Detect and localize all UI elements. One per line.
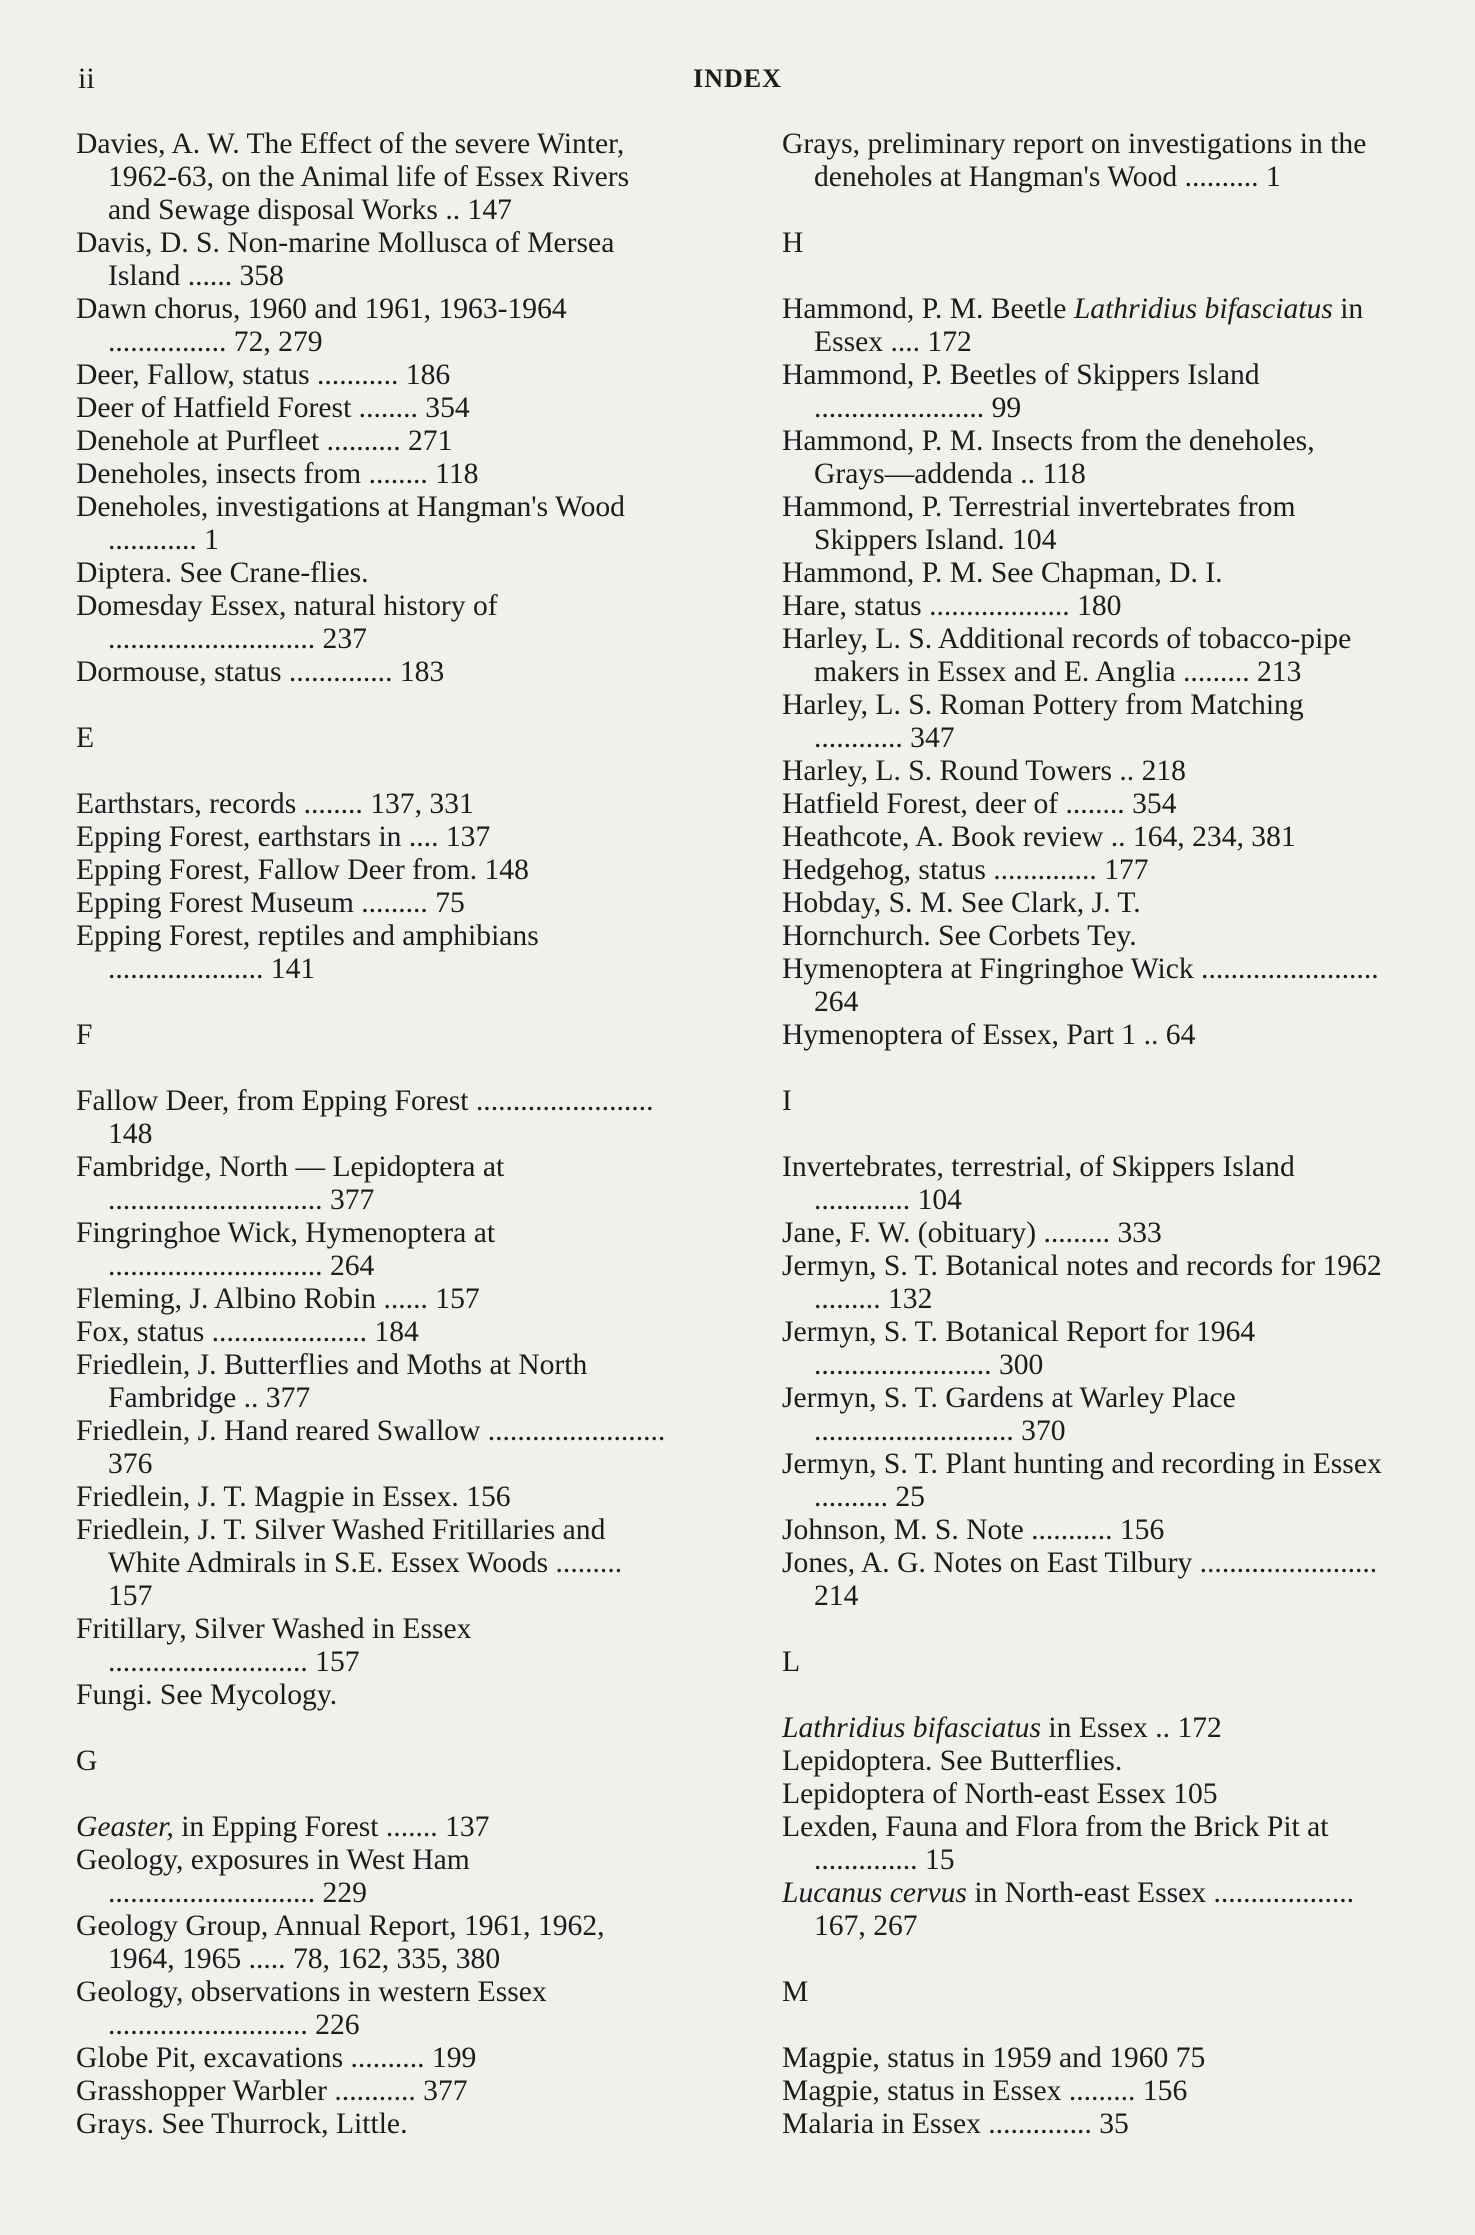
index-entry: Magpie, status in Essex ......... 156 xyxy=(782,2075,1188,2107)
index-entry: Lepidoptera. See Butterflies. xyxy=(782,1745,1123,1777)
index-entry: Epping Forest Museum ......... 75 xyxy=(76,887,465,919)
index-entry xyxy=(782,1712,1390,1745)
index-entry: Globe Pit, excavations .......... 199 xyxy=(76,2042,477,2074)
index-entry: Deer, Fallow, status ........... 186 xyxy=(76,359,451,391)
index-entry: Hammond, P. Terrestrial invertebrates from Skippers Island. 104 xyxy=(782,491,1296,556)
page-number: ii xyxy=(78,62,95,95)
index-entry: Grays, preliminary report on investigations in the deneholes at Hangman's Wood .......... 1 xyxy=(782,128,1367,193)
index-entry: Epping Forest, reptiles and amphibians ..................... 141 xyxy=(76,920,539,985)
index-entry: Hornchurch. See Corbets Tey. xyxy=(782,920,1137,952)
index-entry: Hammond, P. M. See Chapman, D. I. xyxy=(782,557,1223,589)
section-letter: L xyxy=(782,1646,801,1678)
index-column-right xyxy=(782,128,1390,2141)
index-entry: Denehole at Purfleet .......... 271 xyxy=(76,425,453,457)
entry-italic-term: Lathridius bifasciatus xyxy=(782,1712,1041,1744)
entry-text: in Epping Forest ....... 137 xyxy=(173,1811,490,1843)
index-entry: Hobday, S. M. See Clark, J. T. xyxy=(782,887,1141,919)
index-entry: Fleming, J. Albino Robin ...... 157 xyxy=(76,1283,480,1315)
index-entry: Jermyn, S. T. Gardens at Warley Place ........................... 370 xyxy=(782,1382,1236,1447)
index-entry: Epping Forest, Fallow Deer from. 148 xyxy=(76,854,529,886)
index-entry: Friedlein, J. Butterflies and Moths at North Fambridge .. 377 xyxy=(76,1349,588,1414)
index-entry: Earthstars, records ........ 137, 331 xyxy=(76,788,474,820)
section-letter: H xyxy=(782,227,804,259)
index-entry: Dormouse, status .............. 183 xyxy=(76,656,445,688)
entry-italic-term: Lathridius bifasciatus xyxy=(1073,293,1333,325)
section-letter: M xyxy=(782,1976,809,2008)
section-letter: G xyxy=(76,1745,98,1777)
index-entry: Harley, L. S. Additional records of tobacco-pipe makers in Essex and E. Anglia ......... 213 xyxy=(782,623,1352,688)
section-letter: E xyxy=(76,722,95,754)
index-entry: Dawn chorus, 1960 and 1961, 1963-1964 ................ 72, 279 xyxy=(76,293,567,358)
index-entry: Epping Forest, earthstars in .... 137 xyxy=(76,821,491,853)
index-entry: Fambridge, North — Lepidoptera at ............................. 377 xyxy=(76,1151,505,1216)
entry-text: in North-east Essex ................... 167, 267 xyxy=(814,1877,1355,1942)
index-entry: Jermyn, S. T. Plant hunting and recording in Essex .......... 25 xyxy=(782,1448,1382,1513)
index-entry: Invertebrates, terrestrial, of Skippers Island ............. 104 xyxy=(782,1151,1295,1216)
index-entry: Malaria in Essex .............. 35 xyxy=(782,2108,1129,2140)
index-entry: Harley, L. S. Round Towers .. 218 xyxy=(782,755,1186,787)
index-entry: Fungi. See Mycology. xyxy=(76,1679,338,1711)
index-entry: Hatfield Forest, deer of ........ 354 xyxy=(782,788,1177,820)
entry-italic-term: Lucanus cervus xyxy=(782,1877,967,1909)
index-entry: Jermyn, S. T. Botanical notes and records for 1962 ......... 132 xyxy=(782,1250,1382,1315)
entry-text: in Essex .. 172 xyxy=(1041,1712,1222,1744)
index-column-left xyxy=(76,128,672,2141)
index-entry xyxy=(782,293,1390,359)
entry-italic-term: Geaster, xyxy=(76,1811,174,1843)
index-entry: Diptera. See Crane-flies. xyxy=(76,557,369,589)
index-entry: Lepidoptera of North-east Essex 105 xyxy=(782,1778,1218,1810)
index-entry: Fallow Deer, from Epping Forest ........................ 148 xyxy=(76,1085,654,1150)
running-head: INDEX xyxy=(693,64,782,93)
index-entry: Hymenoptera of Essex, Part 1 .. 64 xyxy=(782,1019,1196,1051)
index-entry xyxy=(782,1877,1390,1943)
index-entry: Davies, A. W. The Effect of the severe Winter, 1962-63, on the Animal life of Essex Rivers and Sewage disposal Works .. 147 xyxy=(76,128,630,226)
index-entry: Friedlein, J. T. Magpie in Essex. 156 xyxy=(76,1481,511,1513)
index-entry: Heathcote, A. Book review .. 164, 234, 381 xyxy=(782,821,1296,853)
section-letter: F xyxy=(76,1019,93,1051)
index-entry: Grasshopper Warbler ........... 377 xyxy=(76,2075,468,2107)
index-entry: Davis, D. S. Non-marine Mollusca of Mersea Island ...... 358 xyxy=(76,227,615,292)
index-entry: Grays. See Thurrock, Little. xyxy=(76,2108,408,2140)
index-entry: Jermyn, S. T. Botanical Report for 1964 ........................ 300 xyxy=(782,1316,1256,1381)
entry-text: Hammond, P. M. Beetle xyxy=(782,293,1074,325)
index-entry: Deneholes, insects from ........ 118 xyxy=(76,458,479,490)
index-entry: Hare, status ................... 180 xyxy=(782,590,1122,622)
index-entry: Harley, L. S. Roman Pottery from Matching ............ 347 xyxy=(782,689,1304,754)
index-entry: Jones, A. G. Notes on East Tilbury ........................ 214 xyxy=(782,1547,1378,1612)
section-letter: I xyxy=(782,1085,792,1117)
index-entry: Hammond, P. Beetles of Skippers Island ....................... 99 xyxy=(782,359,1260,424)
index-entry: Hedgehog, status .............. 177 xyxy=(782,854,1149,886)
index-entry: Magpie, status in 1959 and 1960 75 xyxy=(782,2042,1206,2074)
entry-text: in Essex .... 172 xyxy=(814,293,1364,358)
index-entry xyxy=(76,1811,672,1844)
index-entry: Friedlein, J. T. Silver Washed Fritillaries and White Admirals in S.E. Essex Woods ......... 157 xyxy=(76,1514,623,1612)
index-entry: Hymenoptera at Fingringhoe Wick ........................ 264 xyxy=(782,953,1379,1018)
index-entry: Fingringhoe Wick, Hymenoptera at ............................. 264 xyxy=(76,1217,496,1282)
index-entry: Domesday Essex, natural history of ............................ 237 xyxy=(76,590,498,655)
index-entry: Geology, exposures in West Ham ............................ 229 xyxy=(76,1844,470,1909)
index-entry: Geology Group, Annual Report, 1961, 1962, 1964, 1965 ..... 78, 162, 335, 380 xyxy=(76,1910,605,1975)
index-entry: Deer of Hatfield Forest ........ 354 xyxy=(76,392,470,424)
index-entry: Jane, F. W. (obituary) ......... 333 xyxy=(782,1217,1162,1249)
index-entry: Geology, observations in western Essex ........................... 226 xyxy=(76,1976,547,2041)
index-entry: Lexden, Fauna and Flora from the Brick Pit at .............. 15 xyxy=(782,1811,1329,1876)
index-entry: Fritillary, Silver Washed in Essex ........................... 157 xyxy=(76,1613,472,1678)
index-entry: Deneholes, investigations at Hangman's Wood ............ 1 xyxy=(76,491,625,556)
index-entry: Hammond, P. M. Insects from the deneholes, Grays—addenda .. 118 xyxy=(782,425,1315,490)
index-entry: Johnson, M. S. Note ........... 156 xyxy=(782,1514,1165,1546)
index-entry: Fox, status ..................... 184 xyxy=(76,1316,419,1348)
index-entry: Friedlein, J. Hand reared Swallow ........................ 376 xyxy=(76,1415,666,1480)
